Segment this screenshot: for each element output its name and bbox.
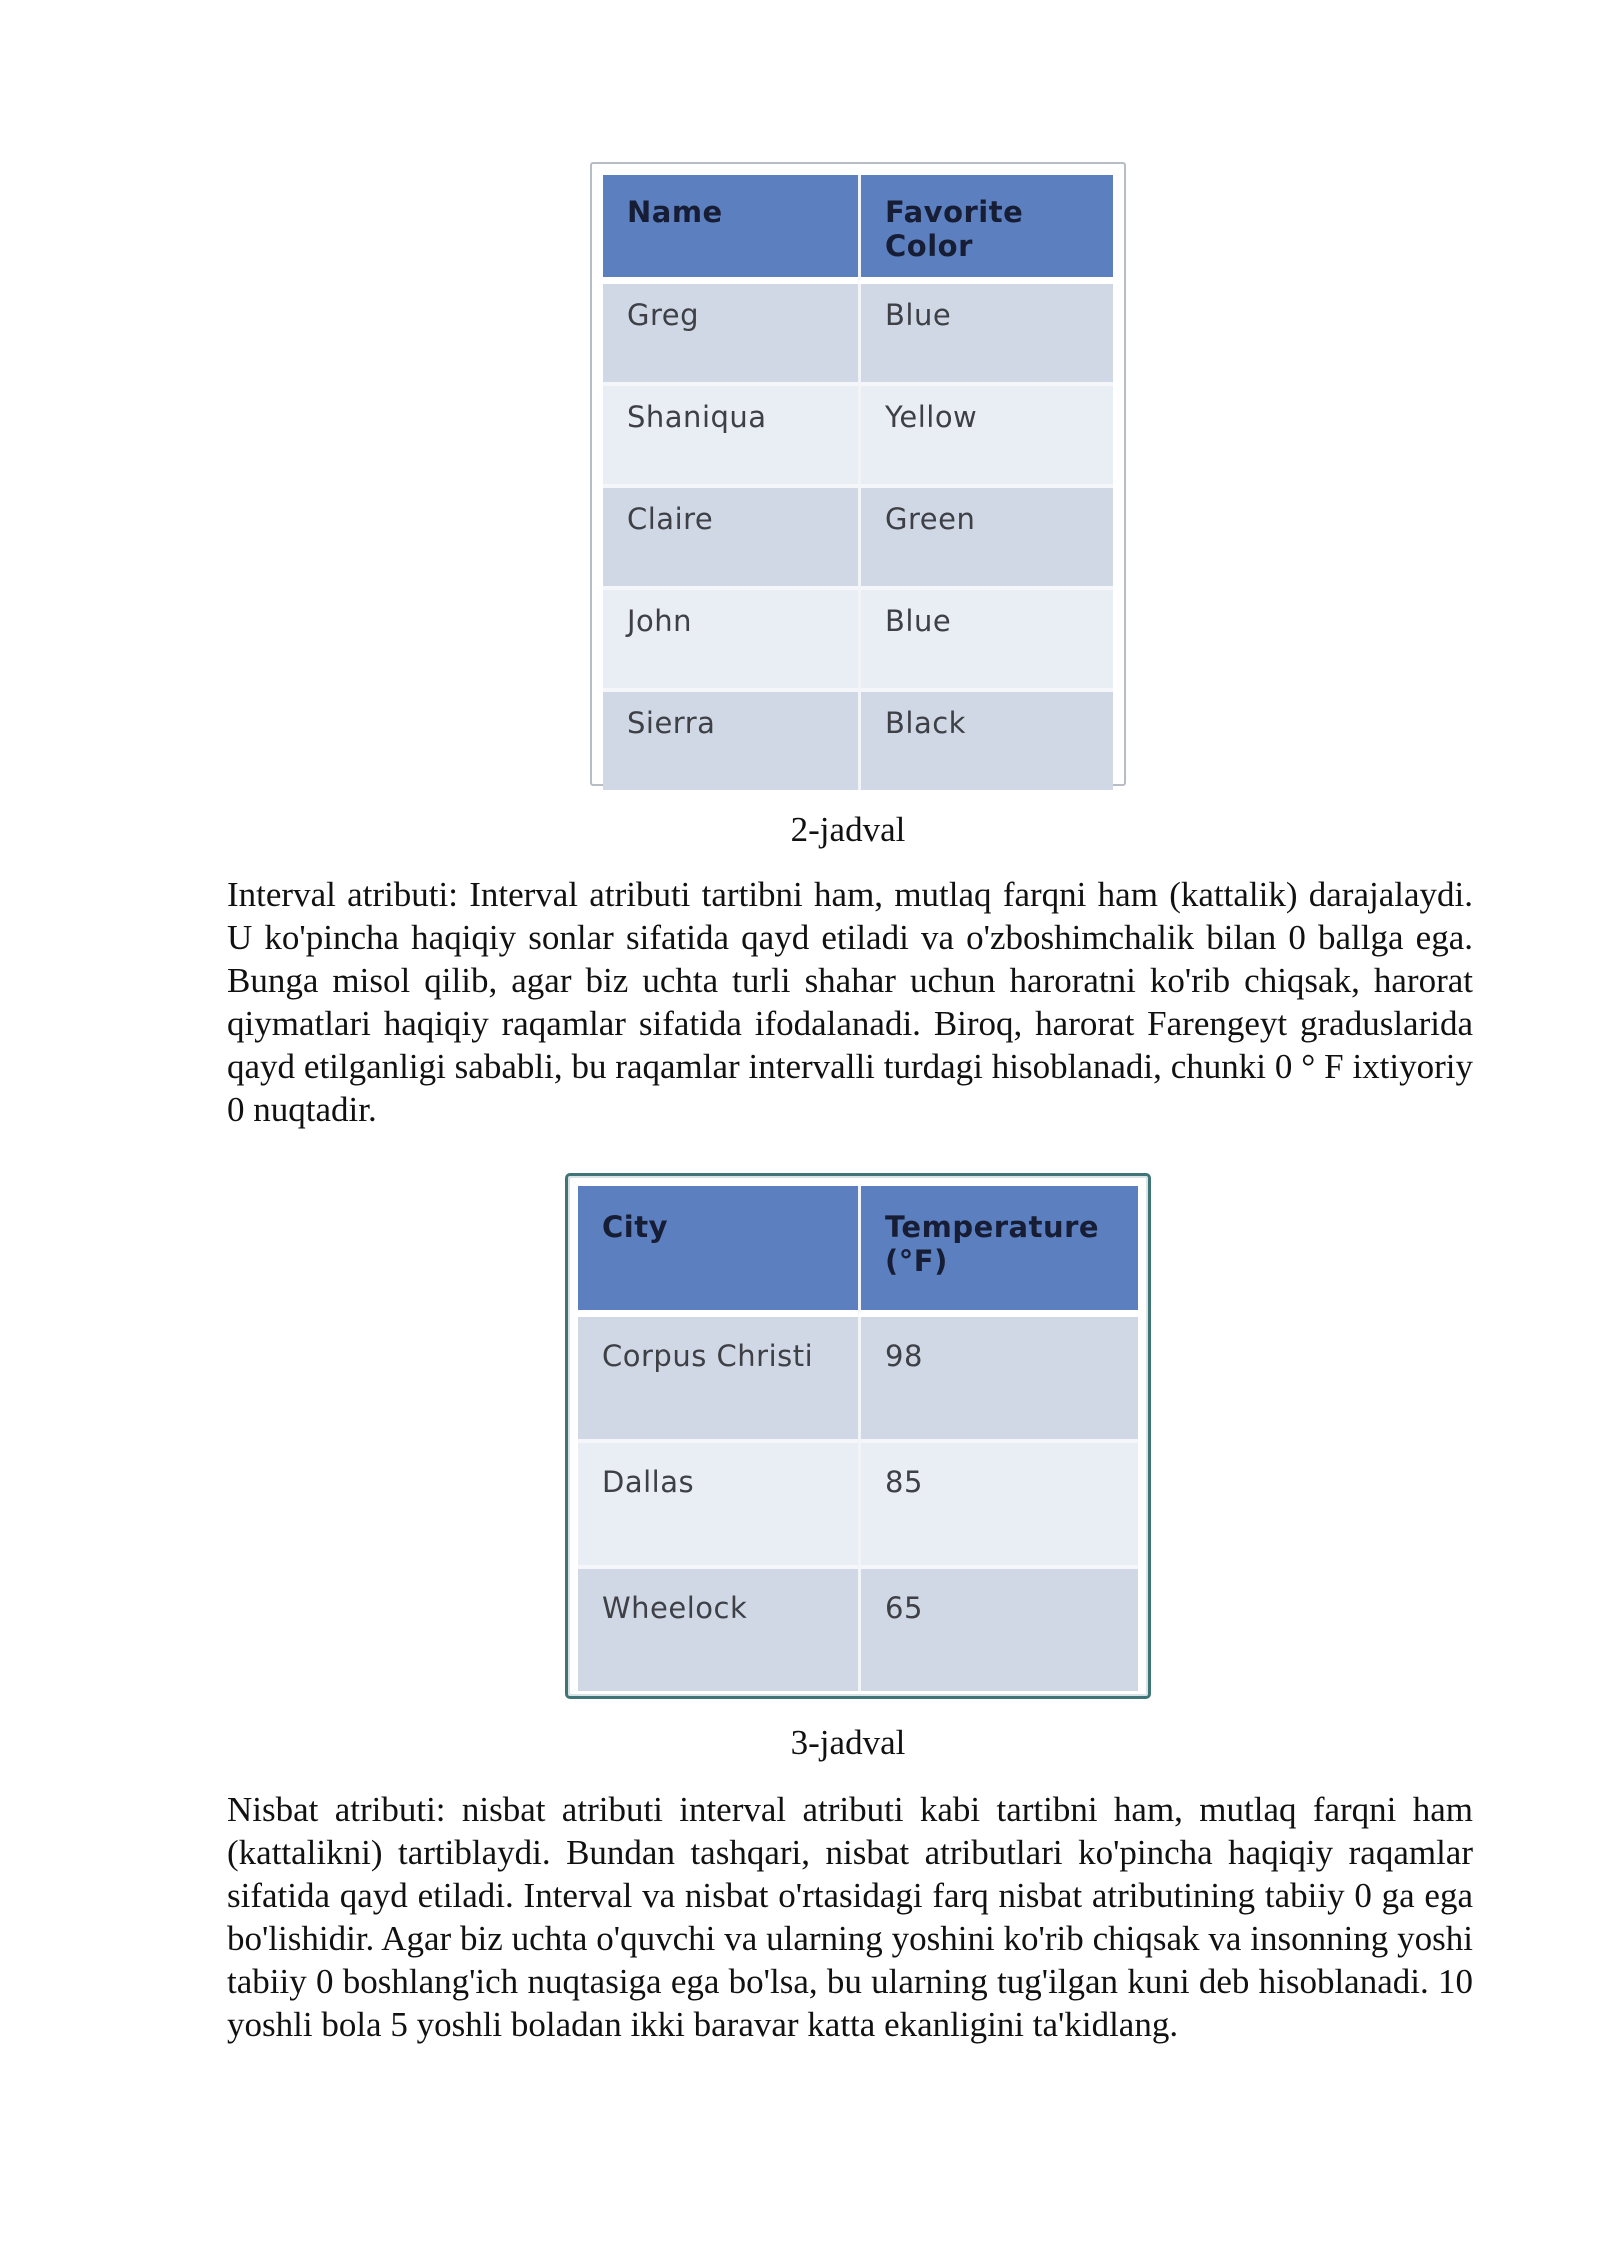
table-row xyxy=(578,1443,1138,1569)
table-row xyxy=(603,692,1113,790)
table-cell-city: Dallas xyxy=(578,1443,858,1569)
ratio-attribute-paragraph: Nisbat atributi: nisbat atributi interval atributi kabi tartibni ham, mutlaq farqni ham (kattalikni) tartiblaydi. Bundan tashqari, nisbat atributlari ko'pincha haqiqiy raqamlar sifatida qayd etiladi. Interval va nisbat o'rtasidagi farq nisbat atributining tabiiy 0 ga ega bo'lishidir. Agar biz uchta o'quvchi va ularning yoshini ko'rib chiqsak va insonning yoshi tabiiy 0 boshlang'ich nuqtasiga ega bo'lsa, bu ularning tug'ilgan kuni deb hisoblanadi. 10 yoshli bola 5 yoshli boladan ikki baravar katta ekanligini ta'kidlang. xyxy=(227,1790,1473,2044)
table-cell-temperature: 98 xyxy=(858,1317,1138,1443)
table-row xyxy=(578,1569,1138,1691)
table-row xyxy=(603,284,1113,386)
favorite-color-table xyxy=(590,162,1126,786)
table-cell-color: Blue xyxy=(858,590,1113,692)
favorite-color-data-table xyxy=(603,175,1113,790)
table-row xyxy=(578,1317,1138,1443)
column-header-favorite-color: Favorite Color xyxy=(858,175,1113,284)
table-row xyxy=(603,590,1113,692)
table-caption-3: 3-jadval xyxy=(790,1723,906,1762)
table-cell-name: Sierra xyxy=(603,692,858,790)
table-cell-city: Corpus Christi xyxy=(578,1317,858,1443)
table-row xyxy=(603,386,1113,488)
table-cell-temperature: 85 xyxy=(858,1443,1138,1569)
table-header-row xyxy=(578,1186,1138,1317)
interval-attribute-paragraph: Interval atributi: Interval atributi tartibni ham, mutlaq farqni ham (kattalik) darajalaydi. U ko'pincha haqiqiy sonlar sifatida qayd etiladi va o'zboshimchalik bilan 0 ballga ega. Bunga misol qilib, agar biz uchta turli shahar uchun haroratni ko'rib chiqsak, harorat qiymatlari haqiqiy raqamlar sifatida ifodalanadi. Biroq, harorat Farengeyt graduslarida qayd etilganligi sababli, bu raqamlar intervalli turdagi hisoblanadi, chunki 0 ° F ixtiyoriy 0 nuqtadir. xyxy=(227,875,1473,1129)
column-header-temperature: Temperature (°F) xyxy=(858,1186,1138,1317)
table-cell-name: Shaniqua xyxy=(603,386,858,488)
table-cell-color: Yellow xyxy=(858,386,1113,488)
table-cell-city: Wheelock xyxy=(578,1569,858,1691)
column-header-name: Name xyxy=(603,175,858,284)
table-cell-color: Black xyxy=(858,692,1113,790)
city-temperature-table xyxy=(565,1173,1151,1699)
column-header-city: City xyxy=(578,1186,858,1317)
table-caption-2: 2-jadval xyxy=(790,810,906,849)
table-cell-name: Claire xyxy=(603,488,858,590)
table-header-row xyxy=(603,175,1113,284)
table-cell-temperature: 65 xyxy=(858,1569,1138,1691)
table-row xyxy=(603,488,1113,590)
table-cell-name: Greg xyxy=(603,284,858,386)
table-cell-color: Green xyxy=(858,488,1113,590)
table-cell-name: John xyxy=(603,590,858,692)
city-temperature-data-table xyxy=(578,1186,1138,1691)
table-cell-color: Blue xyxy=(858,284,1113,386)
